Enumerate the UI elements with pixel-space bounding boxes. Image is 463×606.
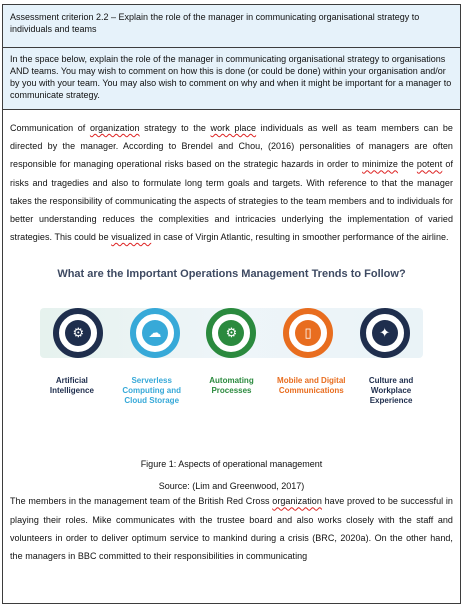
text-run: strategy to the — [139, 123, 211, 133]
text-run: Communication of — [10, 123, 90, 133]
brain-icon: ⚙ — [65, 320, 91, 346]
trends-figure — [10, 268, 453, 454]
spellcheck-word[interactable]: potent — [416, 159, 443, 170]
cloud-icon: ☁ — [142, 320, 168, 346]
instructions-box — [2, 47, 461, 110]
spellcheck-word[interactable]: minimize — [362, 159, 398, 170]
mobile-icon: ▯ — [295, 320, 321, 346]
text-run: of risks and tragedies and also to formulate long term goals and targets. With reference to that the manager takes the responsibility of communicating the aspects of strategies to the team members and to individuals for better understanding reduces the complexities and intricacies underlying the implementation of varied strategies. This could be — [10, 159, 453, 243]
trend-label: Automating Processes — [209, 376, 254, 396]
trend-labels-row — [32, 376, 431, 406]
culture-ring — [360, 308, 410, 358]
spellcheck-word[interactable]: organization — [272, 496, 322, 507]
text-run: in case of Virgin Atlantic, resulting in smoother performance of the airline. — [151, 232, 449, 243]
figure-source: Source: (Lim and Greenwood, 2017) — [158, 481, 305, 492]
trend-label: Culture and Workplace Experience — [368, 376, 414, 406]
spellcheck-word[interactable]: visualized — [111, 232, 152, 243]
ai-ring — [53, 308, 103, 358]
text-run: The members in the management team of the British Red Cross — [10, 496, 273, 507]
instructions-text: In the space below, explain the role of the manager in communicating organisational strategy to organisations AND teams. You may wish to comment on how this is done (or could be done) within your organisation and/or by you with your team. You may also wish to comment on why and when it might be important for a manager to communicate strategy. — [10, 54, 452, 100]
answer-paragraph-2 — [10, 492, 453, 565]
text-run: the — [397, 159, 417, 170]
criterion-title: Assessment criterion 2.2 – Explain the role of the manager in communicating organisational strategy to individuals and teams — [10, 12, 420, 34]
figure-caption: Figure 1: Aspects of operational management — [140, 459, 323, 470]
trend-icons-row — [40, 302, 423, 364]
answer-box[interactable] — [2, 109, 461, 604]
gears-icon: ⚙ — [218, 320, 244, 346]
figure-title: What are the Important Operations Management Trends to Follow? — [57, 268, 406, 281]
answer-paragraph-1 — [10, 119, 453, 246]
trend-label: Artificial Intelligence — [49, 376, 94, 396]
text-run: individuals as well as team members can be directed by the manager. According to Brendel and Chou, (2016) personalities of managers are often responsible for managing operational risks based on the strategic hazards in order to — [10, 123, 453, 170]
text-run: have proved to be successful in playing their roles. Mike communicates with the trustee board and also works closely with the staff and volunteers in order to deliver optimum service to mankind during a crisis (BRC, 2020a). On the other hand, the managers in BBC committed to their responsibilities in communicating — [10, 496, 453, 562]
trend-label: Serverless Computing and Cloud Storage — [122, 376, 182, 406]
automation-ring — [206, 308, 256, 358]
spellcheck-word[interactable]: work place — [210, 123, 257, 133]
criterion-header — [2, 4, 461, 48]
trend-label: Mobile and Digital Communications — [277, 376, 346, 396]
cloud-ring — [130, 308, 180, 358]
people-icon: ✦ — [372, 320, 398, 346]
mobile-ring — [283, 308, 333, 358]
spellcheck-word[interactable]: organization — [89, 123, 140, 133]
